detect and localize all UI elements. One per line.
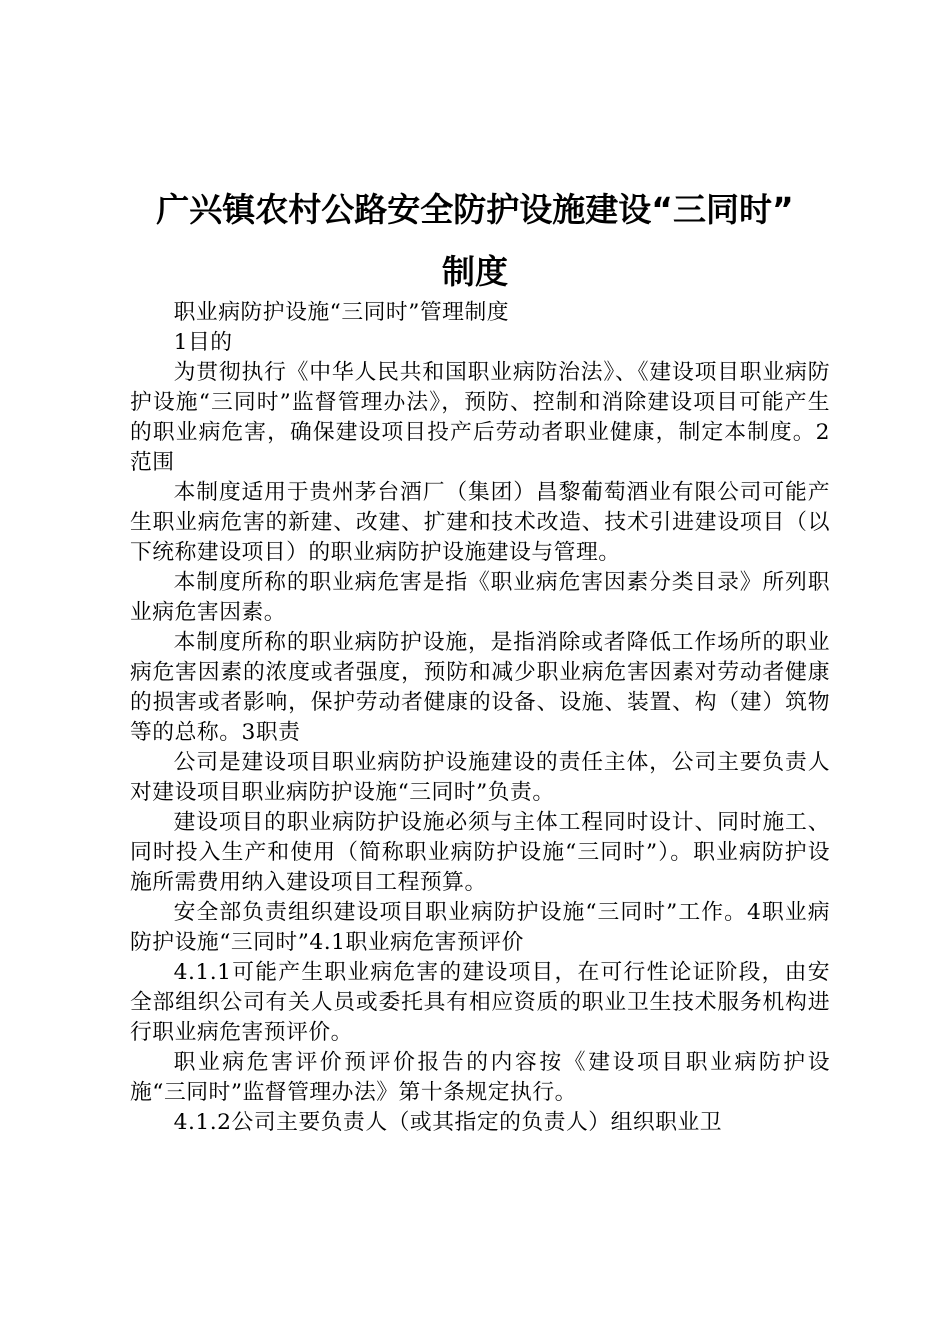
paragraph: 本制度所称的职业病危害是指《职业病危害因素分类目录》所列职业病危害因素。 <box>130 570 830 625</box>
document-title-line-2: 制度 <box>442 252 508 291</box>
paragraph: 本制度适用于贵州茅台酒厂（集团）昌黎葡萄酒业有限公司可能产生职业病危害的新建、改建、扩建和技术改造、技术引进建设项目（以下统称建设项目）的职业病防护设施建设与管理。 <box>130 480 830 565</box>
paragraph: 职业病防护设施“三同时”管理制度 <box>173 300 510 325</box>
paragraph: 本制度所称的职业病防护设施，是指消除或者降低工作场所的职业病危害因素的浓度或者强度，预防和减少职业病危害因素对劳动者健康的损害或者影响，保护劳动者健康的设备、设施、装置、构（建）筑物等的总称。3职责 <box>130 630 830 745</box>
document-title-line-1: 广兴镇农村公路安全防护设施建设“三同时” <box>156 190 794 229</box>
paragraph: 公司是建设项目职业病防护设施建设的责任主体，公司主要负责人对建设项目职业病防护设施“三同时”负责。 <box>130 750 830 805</box>
paragraph: 1目的 <box>173 330 233 355</box>
paragraph: 为贯彻执行《中华人民共和国职业病防治法》、《建设项目职业病防护设施“三同时”监督管理办法》，预防、控制和消除建设项目可能产生的职业病危害，确保建设项目投产后劳动者职业健康，制定本制度。2范围 <box>130 360 830 475</box>
paragraph: 安全部负责组织建设项目职业病防护设施“三同时”工作。4职业病防护设施“三同时”4.1职业病危害预评价 <box>130 900 830 955</box>
paragraph: 建设项目的职业病防护设施必须与主体工程同时设计、同时施工、同时投入生产和使用（简称职业病防护设施“三同时”）。职业病防护设施所需费用纳入建设项目工程预算。 <box>130 810 830 895</box>
document-body <box>130 298 830 1138</box>
paragraph: 4.1.1可能产生职业病危害的建设项目，在可行性论证阶段，由安全部组织公司有关人员或委托具有相应资质的职业卫生技术服务机构进行职业病危害预评价。 <box>130 960 830 1045</box>
paragraph: 4.1.2公司主要负责人（或其指定的负责人）组织职业卫 <box>173 1110 723 1135</box>
paragraph: 职业病危害评价预评价报告的内容按《建设项目职业病防护设施“三同时”监督管理办法》第十条规定执行。 <box>130 1050 830 1105</box>
